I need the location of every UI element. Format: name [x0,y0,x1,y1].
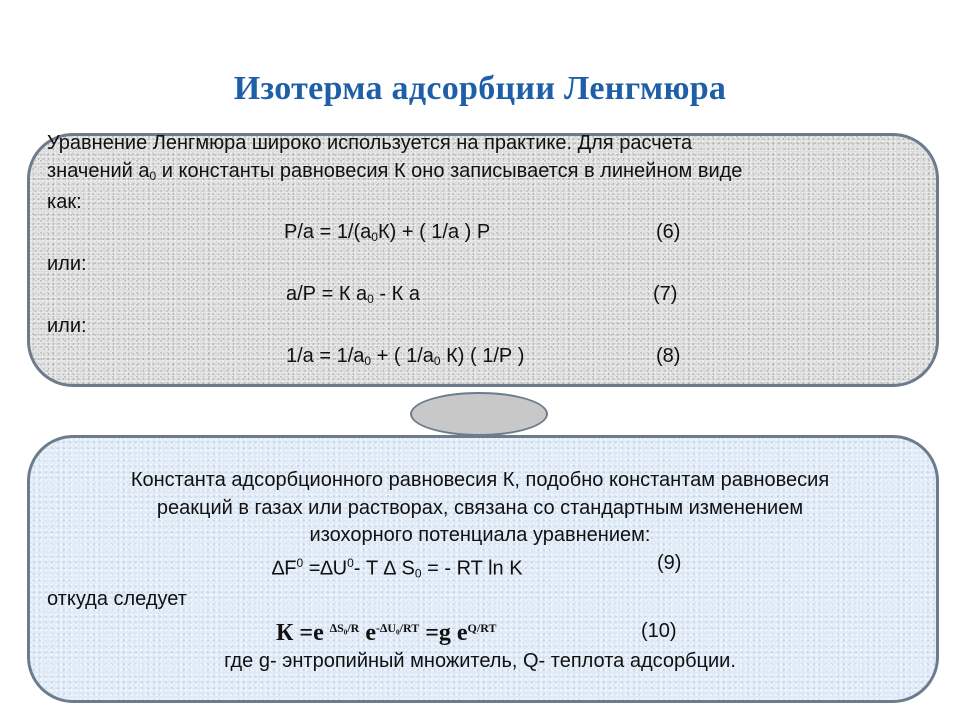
paragraph-line: реакций в газах или растворах, связана со стандартным изменением [156,497,804,519]
or-label: или: [47,315,87,337]
paragraph-line: Константа адсорбционного равновесия К, подобно константам равновесия [130,469,830,491]
equation-number: (8) [656,345,681,367]
connector-ellipse [410,392,548,436]
paragraph-line: как: [47,191,82,213]
equation-number: (7) [653,283,678,305]
equation-number: (6) [656,221,681,243]
equation-number: (9) [657,552,682,574]
paragraph-line: изохорного потенциала уравнением: [309,524,651,546]
paragraph-line: Уравнение Ленгмюра широко используется на практике. Для расчета [47,132,693,154]
equation-10: К =e $^{\Delta S_0/R}$ $e^{-\Delta U_0/RT} =g$ $e^{Q/RT}$ [276,620,497,646]
whence-label: откуда следует [47,588,187,610]
equation-6: $Р/а = 1/(а_0К)$ + ( 1/а ) Р [284,221,491,244]
equation-9: $\Delta F^0 =\Delta U^0-$ Т ∆ $S_0$ = - RT ln K [272,556,523,581]
or-label: или: [47,253,87,275]
paragraph-line: где g- энтропийный множитель, Q- теплота адсорбции. [224,650,736,672]
equation-8: $1/а = 1/а_0$ + ( $1/а_0$ К) ( 1/Р ) [286,345,525,368]
equation-number: (10) [641,620,677,642]
equation-7: а/Р = К $а_0$ - К а [286,283,420,306]
slide-title: Изотерма адсорбции Ленгмюра [233,70,727,107]
paragraph-line: значений $а_0$ и константы равновесия К оно записывается в линейном виде [47,160,743,183]
